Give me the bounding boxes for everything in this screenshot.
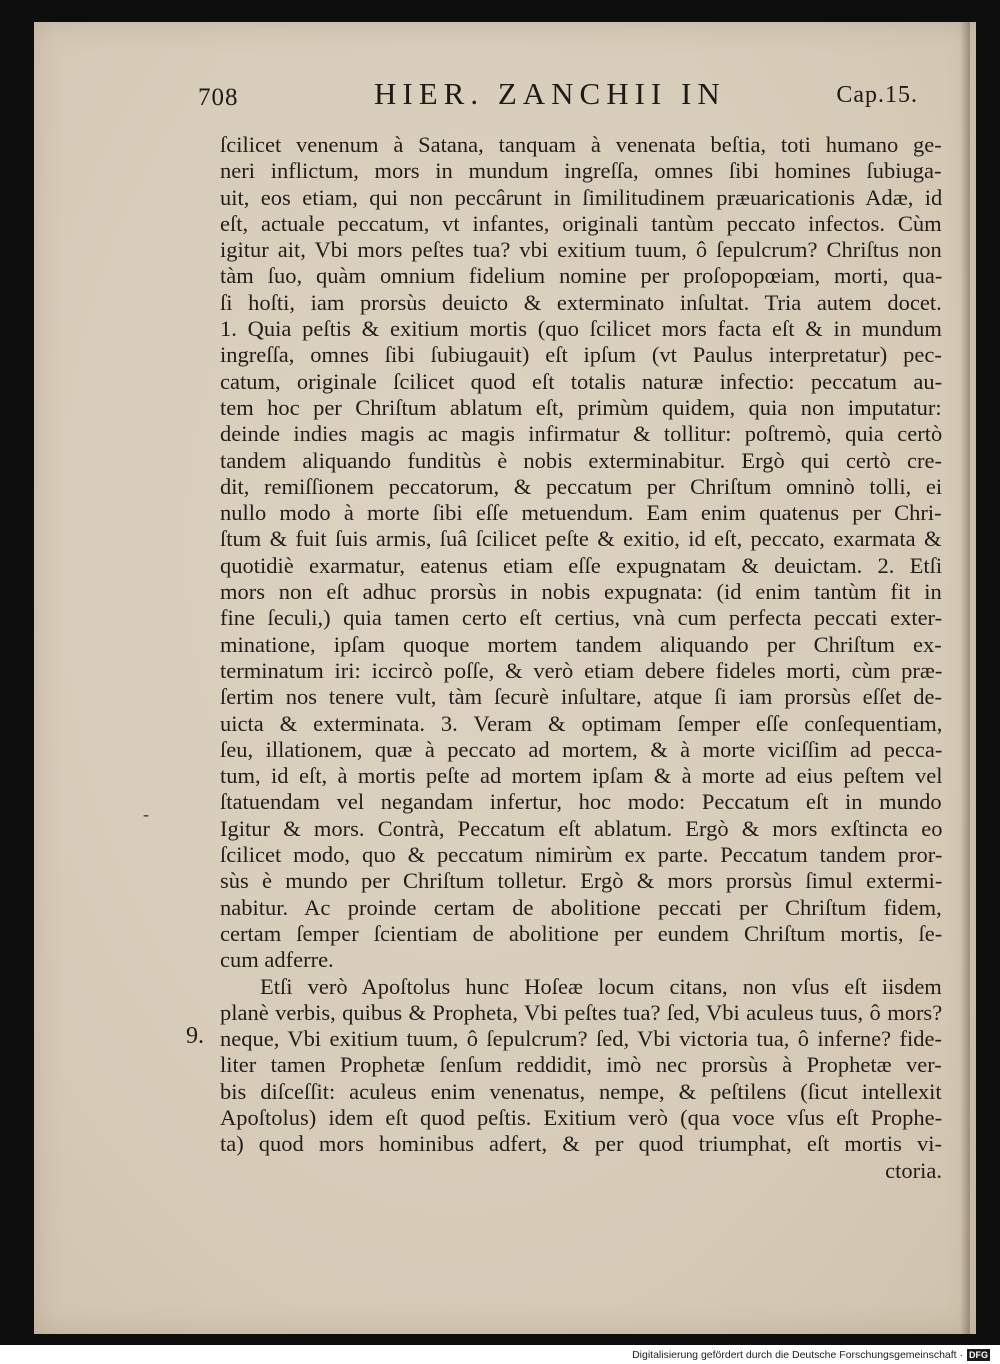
text-line: ſcilicet venenum à Satana, tanquam à venenata beſtia, toti humano ge- [220,132,942,157]
text-line: neri inflictum, mors in mundum ingreſſa, omnes ſibi homines ſubiuga- [220,158,942,184]
text-line: quotidiè exarmatur, eatenus etiam eſſe expugnatam & deuictam. 2. Etſi [220,552,943,578]
text-line: fine ſeculi,) quia tamen certo eſt certius, vnà cum perfecta peccati exter- [220,605,943,631]
footer-text: Digitalisierung gefördert durch die Deutsche Forschungsgemeinschaft · [632,1349,963,1361]
text-line: ſeu, illationem, quæ à peccato ad mortem, & à morte viciſſim ad pecca- [220,736,943,762]
running-head [198,76,918,116]
text-line: 1. Quia peſtis & exitium mortis (quo ſcilicet mors facta eſt & in mundum [220,316,942,342]
text-line: deinde indies magis ac magis infirmatur & tollitur: poſtremò, quia certò [220,421,943,447]
margin-section-number: 9. [186,1023,204,1049]
text-line: Apoſtolus) idem eſt quod peſtis. Exitium verò (qua voce vſus eſt Prophe- [220,1104,943,1130]
text-line: tandem aliquando funditùs è nobis exterminabitur. Ergò qui certò cre- [220,447,942,473]
text-line: tem hoc per Chriſtum ablatum eſt, primùm quidem, quia non imputatur: [220,394,942,420]
text-line: neque, Vbi exitium tuum, ô ſepulcrum? ſed, Vbi victoria tua, ô inferne? fide- [220,1026,942,1052]
text-line: ingreſſa, omnes ſibi ſubiugauit) eſt ipſum (vt Paulus interpretatur) pec- [220,342,942,368]
text-line: sùs è mundo per Chriſtum tolletur. Ergò & mors prorsùs ſimul extermi- [220,868,943,894]
page-edge-shadow [960,22,970,1334]
text-line: uit, eos etiam, qui non peccârunt in ſimilitudinem præuaricationis Adæ, id [220,184,943,210]
text-line: tàm ſuo, quàm omnium fidelium nomine per proſopopœiam, morti, qua- [220,263,943,289]
text-line: catum, originale ſcilicet quod eſt totalis naturæ infectio: peccatum au- [220,368,943,394]
text-line: cum adferre. [220,947,334,973]
text-line: planè verbis, quibus & Propheta, Vbi peſtes tua? ſed, Vbi aculeus tuus, ô mors? [220,999,943,1025]
text-line: liter tamen Prophetæ ſenſum reddidit, imò nec prorsùs à Prophetæ ver- [220,1052,942,1078]
page-number: 708 [198,84,239,111]
text-line: ſtatuendam vel negandam infertur, hoc modo: Peccatum eſt in mundo [220,789,942,815]
text-line: certam ſemper ſcientiam de abolitione per eundem Chriſtum mortis, ſe- [220,920,943,946]
text-line: nabitur. Ac proinde certam de abolitione peccati per Chriſtum fidem, [220,894,942,920]
text-line: Etſi verò Apoſtolus hunc Hoſeæ locum citans, non vſus eſt iisdem [260,973,942,999]
text-body [220,132,942,1184]
text-line: uicta & exterminata. 3. Veram & optimam ſemper eſſe conſequentiam, [220,710,943,736]
text-line: dit, remiſſionem peccatorum, & peccatum per Chriſtum omninò tolli, ei [220,473,943,499]
text-line: Igitur & mors. Contrà, Peccatum eſt ablatum. Ergò & mors exſtincta eo [220,815,943,841]
text-line: bis diſceſſit: aculeus enim venenatus, nempe, & peſtilens (ſicut intellexit [220,1078,942,1104]
text-line: ctoria. [885,1157,942,1183]
running-title: HIER. ZANCHII IN [374,76,726,111]
text-line: terminatum iri: iccircò poſſe, & verò etiam debere fideles morti, cùm præ- [220,657,943,683]
text-line: igitur ait, Vbi mors peſtes tua? vbi exitium tuum, ô ſepulcrum? Chriſtus non [220,237,942,263]
text-line: nullo modo à morte ſibi eſſe metuendum. Eam enim quatenus per Chri- [220,500,942,526]
margin-mark: - [143,804,149,824]
dfg-logo: DFG [969,1350,988,1360]
text-line: ta) quod mors hominibus adfert, & per quod triumphat, eſt mortis vi- [220,1131,942,1157]
text-line: ſcilicet modo, quo & peccatum nimirùm ex parte. Peccatum tandem pror- [220,842,943,868]
text-line: tum, id eſt, à mortis peſte ad mortem ipſam & à morte ad eius peſtem vel [220,763,943,789]
text-line: ſi hoſti, iam prorsùs deuicto & exterminato inſultat. Tria autem docet. [220,289,942,315]
text-line: minatione, ipſam quoque mortem tandem aliquando per Chriſtum ex- [220,631,942,657]
chapter-label: Cap.15. [836,82,918,108]
text-line: ſtum & fuit ſuis armis, ſuâ ſcilicet peſte & exitio, id eſt, peccato, exarmata & [220,526,942,552]
text-line: eſt, actuale peccatum, vt infantes, originali tantùm peccato infectos. Cùm [220,210,942,236]
text-line: ſertim nos tenere vult, tàm ſecurè inſultare, atque ſi iam prorsùs eſſet de- [220,684,942,710]
text-line: mors non eſt adhuc prorsùs in nobis expugnata: (id enim tantùm fit in [220,579,942,605]
footer-credit [632,1348,990,1362]
